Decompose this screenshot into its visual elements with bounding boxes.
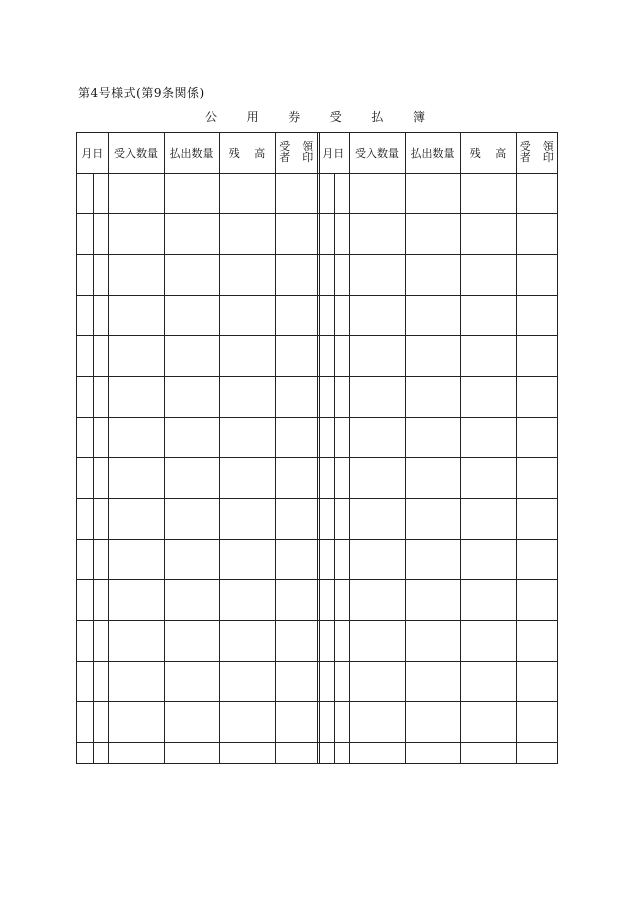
- month-cell[interactable]: [318, 417, 334, 458]
- balance-cell[interactable]: [219, 499, 275, 540]
- balance-cell[interactable]: [460, 580, 516, 621]
- paid-out-qty-cell[interactable]: [405, 376, 460, 417]
- stamp-cell[interactable]: [275, 336, 317, 377]
- month-cell[interactable]: [77, 661, 93, 702]
- day-cell[interactable]: [93, 295, 108, 336]
- month-cell[interactable]: [318, 580, 334, 621]
- day-cell[interactable]: [93, 621, 108, 662]
- day-cell[interactable]: [334, 173, 349, 214]
- stamp-cell[interactable]: [275, 661, 317, 702]
- day-cell[interactable]: [334, 580, 349, 621]
- header-row: [77, 133, 317, 173]
- paid-out-qty-cell[interactable]: [405, 295, 460, 336]
- month-cell[interactable]: [318, 661, 334, 702]
- paid-out-qty-cell[interactable]: [164, 336, 219, 377]
- ledger-right-half: [318, 133, 557, 763]
- stamp-cell[interactable]: [516, 539, 557, 580]
- day-cell[interactable]: [334, 376, 349, 417]
- day-cell[interactable]: [334, 417, 349, 458]
- balance-cell[interactable]: [460, 336, 516, 377]
- stamp-char: 受: [279, 140, 291, 154]
- ledger-row: [318, 499, 557, 540]
- received-qty-cell[interactable]: [349, 580, 405, 621]
- month-cell[interactable]: [318, 295, 334, 336]
- balance-cell[interactable]: [219, 580, 275, 621]
- paid-out-qty-header: 払出数量: [405, 133, 460, 173]
- recipient-stamp-header: [275, 133, 317, 173]
- received-qty-cell[interactable]: [108, 336, 164, 377]
- paid-out-qty-cell[interactable]: [164, 458, 219, 499]
- ledger-table: [76, 132, 558, 764]
- stamp-char: 印: [542, 151, 554, 165]
- ledger-row: [77, 661, 317, 702]
- balance-cell[interactable]: [219, 539, 275, 580]
- received-qty-cell[interactable]: [108, 743, 164, 763]
- ledger-row: [318, 458, 557, 499]
- ledger-row: [318, 254, 557, 295]
- received-qty-cell[interactable]: [349, 214, 405, 255]
- received-qty-cell[interactable]: [349, 295, 405, 336]
- month-day-header: 月日: [318, 133, 349, 173]
- stamp-cell[interactable]: [516, 254, 557, 295]
- document-title: [205, 108, 425, 125]
- paid-out-qty-cell[interactable]: [405, 458, 460, 499]
- ledger-row: [77, 499, 317, 540]
- month-cell[interactable]: [77, 621, 93, 662]
- day-cell[interactable]: [334, 702, 349, 743]
- stamp-cell[interactable]: [516, 295, 557, 336]
- month-cell[interactable]: [318, 539, 334, 580]
- day-cell[interactable]: [334, 214, 349, 255]
- ledger-row: [77, 458, 317, 499]
- day-cell[interactable]: [93, 417, 108, 458]
- month-cell[interactable]: [318, 376, 334, 417]
- ledger-row: [77, 580, 317, 621]
- balance-cell[interactable]: [219, 336, 275, 377]
- received-qty-cell[interactable]: [108, 661, 164, 702]
- month-cell[interactable]: [77, 417, 93, 458]
- received-qty-cell[interactable]: [108, 295, 164, 336]
- month-cell[interactable]: [77, 580, 93, 621]
- paid-out-qty-cell[interactable]: [164, 743, 219, 763]
- day-cell[interactable]: [334, 458, 349, 499]
- ledger-row: [318, 702, 557, 743]
- balance-cell[interactable]: [219, 214, 275, 255]
- stamp-cell[interactable]: [275, 458, 317, 499]
- stamp-cell[interactable]: [516, 702, 557, 743]
- day-cell[interactable]: [93, 254, 108, 295]
- title-char: 払: [371, 110, 384, 124]
- month-cell[interactable]: [77, 743, 93, 763]
- stamp-char: 受: [519, 140, 531, 154]
- month-cell[interactable]: [318, 173, 334, 214]
- paid-out-qty-cell[interactable]: [164, 499, 219, 540]
- balance-cell[interactable]: [460, 499, 516, 540]
- title-char: 公: [205, 110, 218, 124]
- ledger-row: [77, 254, 317, 295]
- paid-out-qty-cell[interactable]: [405, 254, 460, 295]
- month-cell[interactable]: [77, 499, 93, 540]
- received-qty-cell[interactable]: [108, 702, 164, 743]
- day-cell[interactable]: [334, 295, 349, 336]
- received-qty-cell[interactable]: [349, 702, 405, 743]
- stamp-char: 領: [302, 140, 314, 154]
- balance-cell[interactable]: [219, 458, 275, 499]
- stamp-cell[interactable]: [275, 295, 317, 336]
- paid-out-qty-cell[interactable]: [405, 417, 460, 458]
- balance-cell[interactable]: [460, 173, 516, 214]
- stamp-cell[interactable]: [516, 743, 557, 763]
- paid-out-qty-cell[interactable]: [405, 702, 460, 743]
- day-cell[interactable]: [334, 621, 349, 662]
- ledger-row: [318, 539, 557, 580]
- balance-cell[interactable]: [219, 254, 275, 295]
- paid-out-qty-cell[interactable]: [405, 661, 460, 702]
- balance-cell[interactable]: [219, 417, 275, 458]
- paid-out-qty-cell[interactable]: [164, 295, 219, 336]
- recipient-stamp-header: [516, 133, 557, 173]
- paid-out-qty-cell[interactable]: [164, 621, 219, 662]
- received-qty-cell[interactable]: [108, 173, 164, 214]
- paid-out-qty-cell[interactable]: [405, 173, 460, 214]
- ledger-row: [77, 173, 317, 214]
- ledger-row: [77, 336, 317, 377]
- balance-header: [219, 133, 275, 173]
- balance-cell[interactable]: [460, 417, 516, 458]
- month-day-header: 月日: [77, 133, 108, 173]
- ledger-row: [77, 743, 317, 763]
- received-qty-cell[interactable]: [349, 661, 405, 702]
- title-char: 券: [288, 110, 301, 124]
- stamp-cell[interactable]: [275, 702, 317, 743]
- month-cell[interactable]: [77, 173, 93, 214]
- day-cell[interactable]: [93, 214, 108, 255]
- received-qty-cell[interactable]: [349, 743, 405, 763]
- ledger-body: [77, 173, 317, 763]
- paid-out-qty-cell[interactable]: [405, 580, 460, 621]
- ledger-row: [77, 621, 317, 662]
- received-qty-cell[interactable]: [108, 580, 164, 621]
- stamp-cell[interactable]: [275, 539, 317, 580]
- ledger-row: [318, 621, 557, 662]
- day-cell[interactable]: [93, 376, 108, 417]
- received-qty-cell[interactable]: [349, 376, 405, 417]
- ledger-grid: [318, 133, 557, 763]
- balance-cell[interactable]: [460, 661, 516, 702]
- balance-cell[interactable]: [460, 214, 516, 255]
- day-cell[interactable]: [93, 743, 108, 763]
- month-cell[interactable]: [318, 336, 334, 377]
- ledger-row: [318, 214, 557, 255]
- ledger-row: [318, 580, 557, 621]
- month-cell[interactable]: [77, 539, 93, 580]
- day-cell[interactable]: [93, 499, 108, 540]
- day-cell[interactable]: [93, 539, 108, 580]
- stamp-cell[interactable]: [275, 254, 317, 295]
- month-cell[interactable]: [77, 458, 93, 499]
- balance-cell[interactable]: [460, 254, 516, 295]
- day-cell[interactable]: [334, 539, 349, 580]
- day-cell[interactable]: [93, 173, 108, 214]
- received-qty-cell[interactable]: [108, 254, 164, 295]
- paid-out-qty-cell[interactable]: [405, 539, 460, 580]
- paid-out-qty-cell[interactable]: [405, 214, 460, 255]
- paid-out-qty-cell[interactable]: [164, 376, 219, 417]
- received-qty-cell[interactable]: [108, 621, 164, 662]
- stamp-cell[interactable]: [516, 173, 557, 214]
- ledger-row: [318, 661, 557, 702]
- form-number: 第4号様式(第9条関係): [78, 86, 205, 100]
- stamp-cell[interactable]: [516, 336, 557, 377]
- balance-cell[interactable]: [219, 295, 275, 336]
- day-cell[interactable]: [334, 336, 349, 377]
- stamp-cell[interactable]: [275, 376, 317, 417]
- ledger-row: [318, 336, 557, 377]
- stamp-char: 領: [542, 140, 554, 154]
- balance-char: 残: [469, 146, 481, 160]
- received-qty-cell[interactable]: [349, 336, 405, 377]
- balance-cell[interactable]: [219, 621, 275, 662]
- month-cell[interactable]: [77, 254, 93, 295]
- balance-char: 高: [495, 146, 507, 160]
- ledger-row: [77, 702, 317, 743]
- ledger-body: [318, 173, 557, 763]
- received-qty-cell[interactable]: [349, 499, 405, 540]
- month-cell[interactable]: [77, 376, 93, 417]
- stamp-cell[interactable]: [516, 661, 557, 702]
- received-qty-cell[interactable]: [108, 214, 164, 255]
- received-qty-header: 受入数量: [349, 133, 405, 173]
- ledger-row: [318, 173, 557, 214]
- stamp-cell[interactable]: [516, 214, 557, 255]
- balance-cell[interactable]: [460, 458, 516, 499]
- month-cell[interactable]: [318, 702, 334, 743]
- paid-out-qty-cell[interactable]: [164, 417, 219, 458]
- stamp-cell[interactable]: [275, 173, 317, 214]
- stamp-cell[interactable]: [516, 580, 557, 621]
- received-qty-cell[interactable]: [108, 539, 164, 580]
- ledger-left-half: [77, 133, 317, 763]
- paid-out-qty-cell[interactable]: [405, 621, 460, 662]
- ledger-row: [318, 417, 557, 458]
- month-cell[interactable]: [318, 214, 334, 255]
- month-cell[interactable]: [77, 336, 93, 377]
- balance-cell[interactable]: [219, 661, 275, 702]
- balance-cell[interactable]: [460, 702, 516, 743]
- stamp-cell[interactable]: [275, 214, 317, 255]
- balance-cell[interactable]: [219, 702, 275, 743]
- day-cell[interactable]: [334, 661, 349, 702]
- month-cell[interactable]: [318, 621, 334, 662]
- ledger-row: [77, 376, 317, 417]
- balance-cell[interactable]: [219, 376, 275, 417]
- balance-cell[interactable]: [460, 295, 516, 336]
- received-qty-cell[interactable]: [108, 458, 164, 499]
- month-cell[interactable]: [77, 295, 93, 336]
- ledger-row: [77, 417, 317, 458]
- paid-out-qty-cell[interactable]: [164, 254, 219, 295]
- balance-cell[interactable]: [460, 376, 516, 417]
- month-cell[interactable]: [77, 214, 93, 255]
- paid-out-qty-cell[interactable]: [164, 173, 219, 214]
- balance-cell[interactable]: [460, 539, 516, 580]
- day-cell[interactable]: [334, 254, 349, 295]
- stamp-cell[interactable]: [275, 743, 317, 763]
- stamp-cell[interactable]: [275, 580, 317, 621]
- balance-cell[interactable]: [219, 743, 275, 763]
- paid-out-qty-cell[interactable]: [164, 702, 219, 743]
- stamp-cell[interactable]: [275, 499, 317, 540]
- month-cell[interactable]: [318, 743, 334, 763]
- stamp-char: 印: [302, 151, 314, 165]
- received-qty-cell[interactable]: [349, 458, 405, 499]
- received-qty-cell[interactable]: [349, 621, 405, 662]
- received-qty-cell[interactable]: [108, 499, 164, 540]
- received-qty-cell[interactable]: [349, 417, 405, 458]
- month-cell[interactable]: [318, 254, 334, 295]
- stamp-cell[interactable]: [516, 621, 557, 662]
- month-cell[interactable]: [318, 458, 334, 499]
- month-cell[interactable]: [318, 499, 334, 540]
- received-qty-cell[interactable]: [108, 376, 164, 417]
- paid-out-qty-cell[interactable]: [405, 499, 460, 540]
- balance-char: 残: [228, 146, 240, 160]
- ledger-row: [318, 376, 557, 417]
- day-cell[interactable]: [93, 580, 108, 621]
- balance-cell[interactable]: [219, 173, 275, 214]
- paid-out-qty-cell[interactable]: [164, 214, 219, 255]
- day-cell[interactable]: [93, 336, 108, 377]
- paid-out-qty-header: 払出数量: [164, 133, 219, 173]
- day-cell[interactable]: [93, 661, 108, 702]
- ledger-row: [77, 295, 317, 336]
- paid-out-qty-cell[interactable]: [164, 661, 219, 702]
- balance-cell[interactable]: [460, 743, 516, 763]
- stamp-char: 者: [279, 151, 291, 165]
- received-qty-cell[interactable]: [349, 173, 405, 214]
- ledger-row: [318, 743, 557, 763]
- paid-out-qty-cell[interactable]: [164, 539, 219, 580]
- header-row: [318, 133, 557, 173]
- day-cell[interactable]: [334, 499, 349, 540]
- stamp-cell[interactable]: [516, 417, 557, 458]
- day-cell[interactable]: [334, 743, 349, 763]
- month-cell[interactable]: [77, 702, 93, 743]
- received-qty-header: 受入数量: [108, 133, 164, 173]
- received-qty-cell[interactable]: [349, 539, 405, 580]
- stamp-cell[interactable]: [275, 621, 317, 662]
- day-cell[interactable]: [93, 702, 108, 743]
- title-char: 受: [329, 110, 342, 124]
- day-cell[interactable]: [93, 458, 108, 499]
- stamp-cell[interactable]: [516, 499, 557, 540]
- paid-out-qty-cell[interactable]: [405, 336, 460, 377]
- stamp-cell[interactable]: [516, 376, 557, 417]
- balance-cell[interactable]: [460, 621, 516, 662]
- paid-out-qty-cell[interactable]: [405, 743, 460, 763]
- paid-out-qty-cell[interactable]: [164, 580, 219, 621]
- ledger-grid: [77, 133, 317, 763]
- title-char: 簿: [412, 110, 425, 124]
- balance-header: [460, 133, 516, 173]
- received-qty-cell[interactable]: [108, 417, 164, 458]
- stamp-cell[interactable]: [275, 417, 317, 458]
- received-qty-cell[interactable]: [349, 254, 405, 295]
- stamp-char: 者: [519, 151, 531, 165]
- ledger-row: [77, 539, 317, 580]
- ledger-row: [318, 295, 557, 336]
- stamp-cell[interactable]: [516, 458, 557, 499]
- ledger-row: [77, 214, 317, 255]
- title-char: 用: [246, 110, 259, 124]
- balance-char: 高: [254, 146, 266, 160]
